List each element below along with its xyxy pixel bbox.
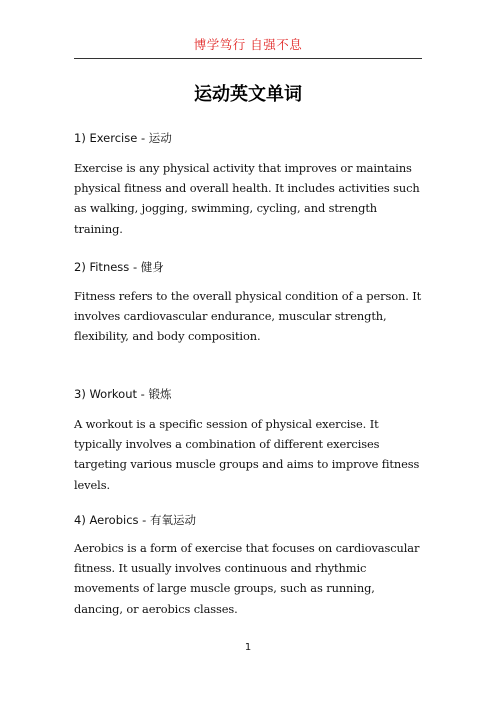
page-number: 1 — [244, 642, 252, 653]
header-divider — [74, 58, 422, 59]
entry-heading-aerobics: 4) Aerobics - 有氧运动 — [74, 513, 196, 527]
entry-body-exercise: Exercise is any physical activity that improves or maintains physical fitness and overall health. It includes activities such as walking, jogging, swimming, cycling, and strength training. — [74, 161, 420, 236]
entry-heading-fitness: 2) Fitness - 健身 — [74, 260, 164, 274]
page-header-motto: 博学笃行 自强不息 — [193, 37, 303, 52]
entry-heading-workout: 3) Workout - 锻炼 — [74, 387, 172, 401]
entry-body-aerobics: Aerobics is a form of exercise that focuses on cardiovascular fitness. It usually involves continuous and rhythmic movements of large muscle groups, such as running, dancing, or aerobics classes. — [74, 541, 420, 616]
document-title: 运动英文单词 — [194, 84, 302, 105]
entry-body-fitness: Fitness refers to the overall physical condition of a person. It involves cardiovascular endurance, muscular strength, flexibility, and body composition. — [74, 289, 422, 344]
entry-body-workout: A workout is a specific session of physical exercise. It typically involves a combination of different exercises targeting various muscle groups and aims to improve fitness levels. — [74, 417, 420, 492]
entry-heading-exercise: 1) Exercise - 运动 — [74, 131, 172, 145]
